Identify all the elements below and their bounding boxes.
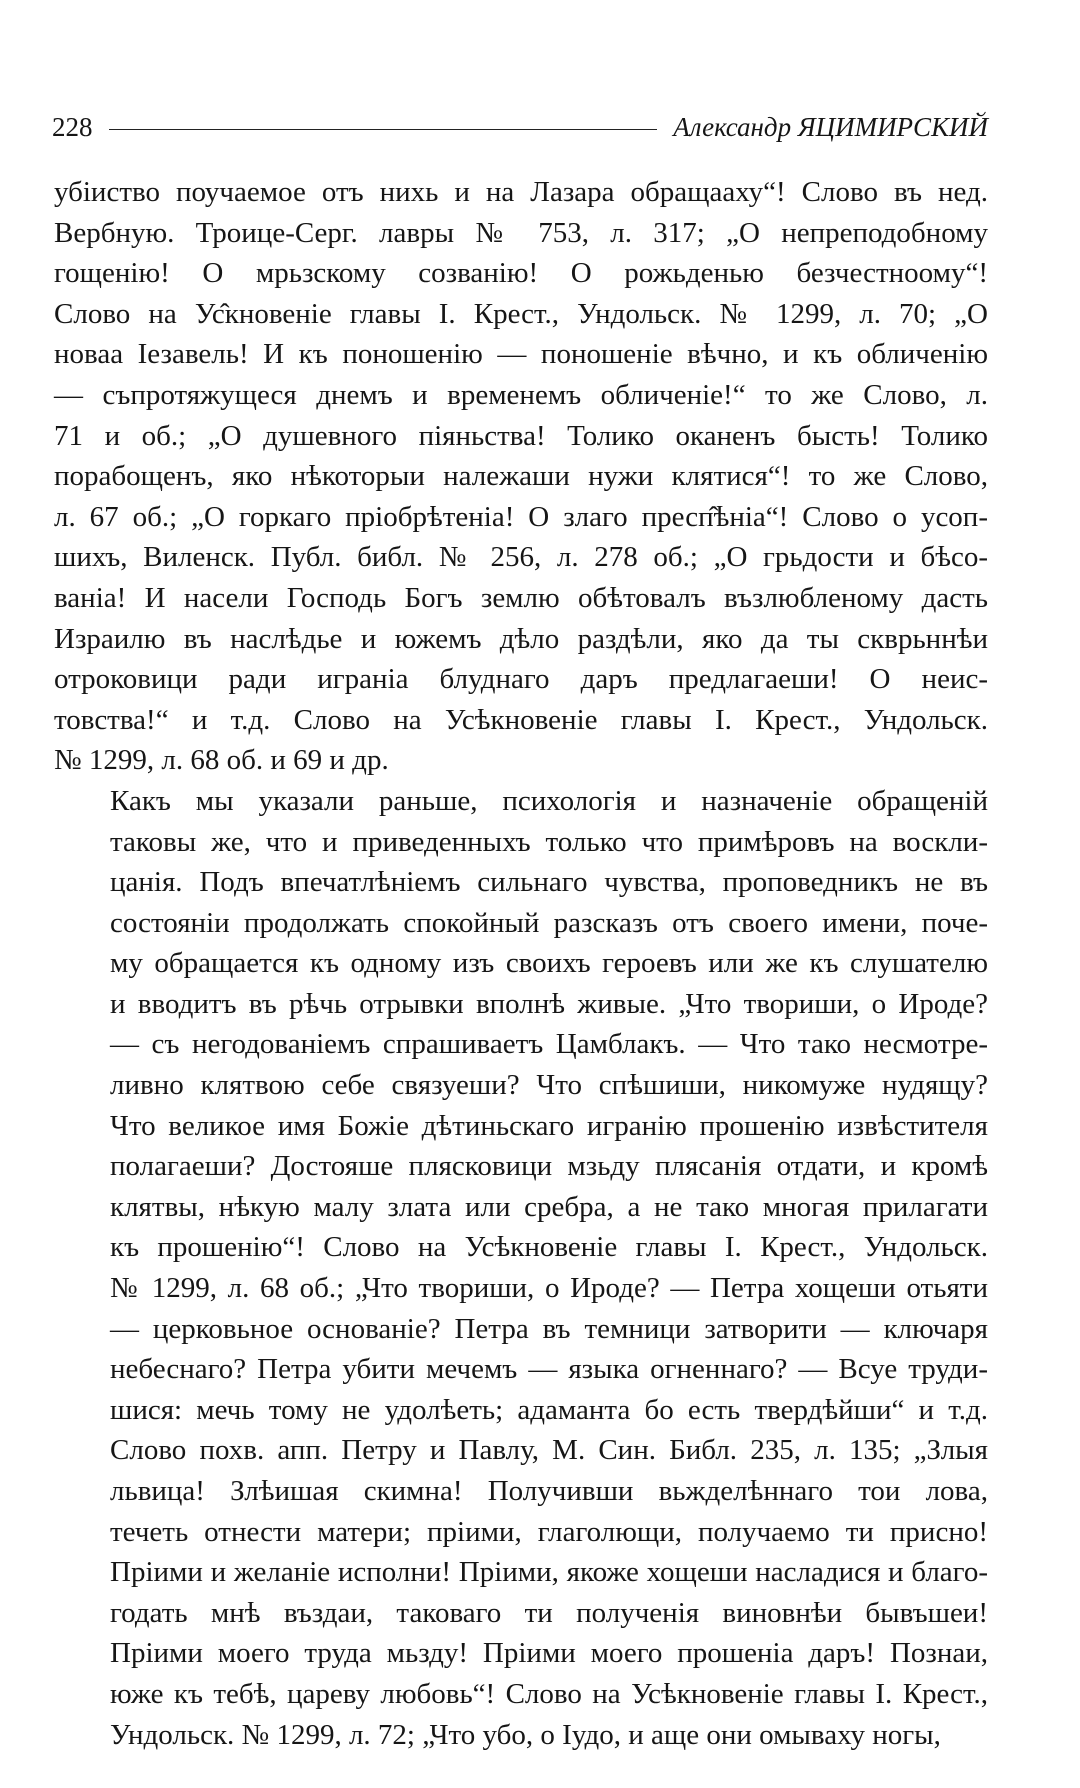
text-line: товства!“ и т.д. Слово на Усѣкновеніе главы I. Крест., Ундольск.: [54, 703, 988, 736]
text-line: ваніа! И насели Господь Богъ землю обѣтовалъ възлюбленому дасть: [54, 581, 988, 614]
text-line: порабощенъ, яко нѣкоторыи належаши нужи клятися“! то же Слово,: [54, 460, 988, 493]
text-line: и вводитъ въ рѣчь отрывки вполнѣ живые. „Что твориши, о Ироде?: [110, 987, 988, 1020]
text-line: небеснаго? Петра убити мечемъ — языка огненнаго? — Всуе труди-: [110, 1353, 988, 1386]
body-text: [54, 172, 988, 1755]
text-line: клятвы, нѣкую малу злата или сребра, а не тако многая прилагати: [110, 1190, 988, 1223]
text-line: Израилю въ наслѣдье и южемъ дѣло раздѣли, яко да ты скврьннѣи: [54, 622, 988, 655]
running-header: [52, 112, 988, 143]
text-line: таковы же, что и приведенныхъ только что примѣровъ на воскли-: [110, 825, 988, 858]
text-line: шихъ, Виленск. Публ. библ. № 256, л. 278 об.; „О грьдости и бѣсо-: [54, 541, 988, 574]
text-line: убіиство поучаемое отъ нихь и на Лазара обращааху“! Слово въ нед.: [54, 176, 988, 208]
text-line: состояніи продолжать спокойный разсказъ отъ своего имени, поче-: [110, 906, 988, 939]
text-line: Что великое имя Божіе дѣтиньскаго игранію прошенію извѣстителя: [110, 1109, 988, 1142]
text-line: годать мнѣ въздаи, таковаго ти полученія виновнѣи бывъшеи!: [110, 1596, 988, 1629]
text-line: юже къ тебѣ, цареву любовь“! Слово на Усѣкновеніе главы I. Крест.,: [110, 1677, 988, 1710]
text-line: Слово похв. апп. Петру и Павлу, М. Син. Библ. 235, л. 135; „Злыя: [110, 1434, 988, 1467]
text-line: Ундольск. № 1299, л. 72; „Что убо, о Іудо, и аще они омываху ногы,: [110, 1718, 941, 1751]
text-line: ливно клятвою себе связуеши? Что спѣшиши, никомуже нудящу?: [110, 1069, 988, 1102]
text-line: Какъ мы указали раньше, психологія и назначеніе обращеній: [110, 784, 988, 817]
text-line: полагаеши? Достояше плясковици мзьду плясанія отдати, и кромѣ: [110, 1150, 988, 1183]
text-line: къ прошенію“! Слово на Усѣкновеніе главы I. Крест., Ундольск.: [110, 1231, 988, 1264]
text-line: — съпротяжущеся днемъ и временемъ обличеніе!“ то же Слово, л.: [54, 378, 988, 411]
header-rule: [109, 129, 658, 130]
text-line: № 1299, л. 68 об. и 69 и др.: [54, 744, 389, 777]
text-line: — церковьное основаніе? Петра въ темници затворити — ключаря: [110, 1312, 988, 1345]
page-number: 228: [52, 112, 93, 142]
text-line: гощенію! О мрьзскому созванію! О рожьденью безчестноому“!: [54, 257, 988, 290]
text-line: львица! Злѣишая скимна! Получивши вьжделѣннаго тои лова,: [110, 1475, 988, 1507]
text-line: отроковици ради играніа блуднаго даръ предлагаеши! О неис-: [54, 663, 988, 696]
text-line: Вербную. Троице-Серг. лавры № 753, л. 317; „О непреподобному: [54, 216, 988, 249]
text-line: шися: мечь тому не удолѣеть; адаманта бо есть твердѣйши“ и т.д.: [110, 1393, 988, 1426]
text-line: цанія. Подъ впечатлѣніемъ сильнаго чувства, проповедникъ не въ: [110, 866, 988, 899]
paragraph-2: [54, 781, 988, 1755]
text-line: л. 67 об.; „О горкаго пріобрѣтеніа! О злаго пресп̂ѣніа“! Слово о усоп-: [54, 500, 988, 533]
text-line: течеть отнести матери; пріими, глаголющи, получаемо ти присно!: [110, 1515, 988, 1548]
text-line: Пріими моего труда мьзду! Пріими моего прошеніа даръ! Познаи,: [110, 1637, 988, 1670]
text-line: Слово на Ус̂кновеніе главы I. Крест., Ундольск. № 1299, л. 70; „О: [54, 297, 988, 330]
text-line: 71 и об.; „О душевного піяньства! Толико оканенъ бысть! Толико: [54, 419, 988, 452]
text-line: № 1299, л. 68 об.; „Что твориши, о Ироде? — Петра хощеши отьяти: [110, 1272, 988, 1305]
text-line: — съ негодованіемъ спрашиваетъ Цамблакъ. — Что тако несмотре-: [110, 1028, 988, 1061]
text-line: Пріими и желаніе исполни! Пріими, якоже хощеши насладися и благо-: [110, 1556, 988, 1589]
text-line: новаа Іезавель! И къ поношенію — поношеніе вѣчно, и къ обличенію: [54, 338, 988, 371]
text-line: му обращается къ одному изъ своихъ героевъ или же къ слушателю: [110, 947, 988, 980]
paragraph-1: [54, 172, 988, 781]
running-title: Александр ЯЦИМИРСКИЙ: [673, 112, 988, 142]
